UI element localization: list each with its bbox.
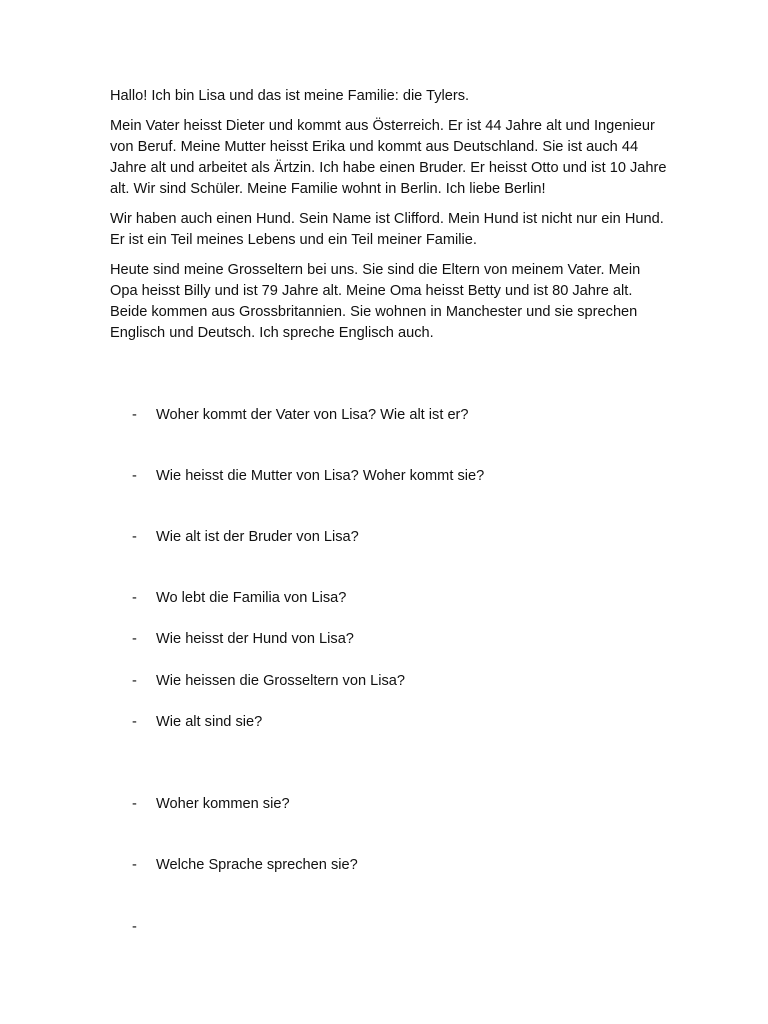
question-item — [132, 670, 692, 692]
question-text: Wie alt ist der Bruder von Lisa? — [156, 529, 359, 545]
paragraph-grandparents: Heute sind meine Grosseltern bei uns. Sie sind die Eltern von meinem Vater. Mein Opa heisst Billy und ist 79 Jahre alt. Meine Oma heisst Betty und ist 80 Jahre alt. Beide kommen aus Grossbritannien. Sie wohnen in Manchester und sie sprechen Englisch und Deutsch. Ich spreche Englisch auch. — [110, 262, 641, 341]
question-text: Wie heisst die Mutter von Lisa? Woher kommt sie? — [156, 468, 485, 484]
list-bullet: - — [132, 857, 137, 873]
question-text: Woher kommt der Vater von Lisa? Wie alt ist er? — [156, 407, 469, 423]
list-bullet: - — [132, 631, 137, 647]
list-bullet: - — [132, 468, 137, 484]
question-item — [132, 587, 692, 609]
question-text: Wie heissen die Grosseltern von Lisa? — [156, 673, 406, 689]
list-bullet: - — [132, 796, 137, 812]
paragraph-intro: Hallo! Ich bin Lisa und das ist meine Familie: die Tylers. — [110, 88, 470, 104]
question-item — [132, 404, 692, 426]
question-text: Wie heisst der Hund von Lisa? — [156, 631, 354, 647]
question-item-empty — [132, 916, 692, 938]
list-bullet: - — [132, 590, 137, 606]
question-item — [132, 854, 692, 876]
list-bullet: - — [132, 919, 137, 935]
question-item — [132, 465, 692, 487]
list-bullet: - — [132, 673, 137, 689]
paragraph-parents: Mein Vater heisst Dieter und kommt aus Österreich. Er ist 44 Jahre alt und Ingenieur von Beruf. Meine Mutter heisst Erika und kommt aus Deutschland. Sie ist auch 44 Jahre alt und arbeitet als Ärtzin. Ich habe einen Bruder. Er heisst Otto und ist 10 Jahre alt. Wir sind Schüler. Meine Familie wohnt in Berlin. Ich liebe Berlin! — [110, 118, 667, 197]
question-text: Woher kommen sie? — [156, 796, 290, 812]
paragraph-dog: Wir haben auch einen Hund. Sein Name ist Clifford. Mein Hund ist nicht nur ein Hund. Er ist ein Teil meines Lebens und ein Teil meiner Familie. — [110, 211, 664, 248]
list-bullet: - — [132, 714, 137, 730]
list-bullet: - — [132, 407, 137, 423]
question-item — [132, 711, 692, 733]
question-item — [132, 628, 692, 650]
list-bullet: - — [132, 529, 137, 545]
question-text: Wie alt sind sie? — [156, 714, 263, 730]
question-text: Welche Sprache sprechen sie? — [156, 857, 358, 873]
question-item — [132, 526, 692, 548]
question-text: Wo lebt die Familia von Lisa? — [156, 590, 347, 606]
question-item — [132, 793, 692, 815]
